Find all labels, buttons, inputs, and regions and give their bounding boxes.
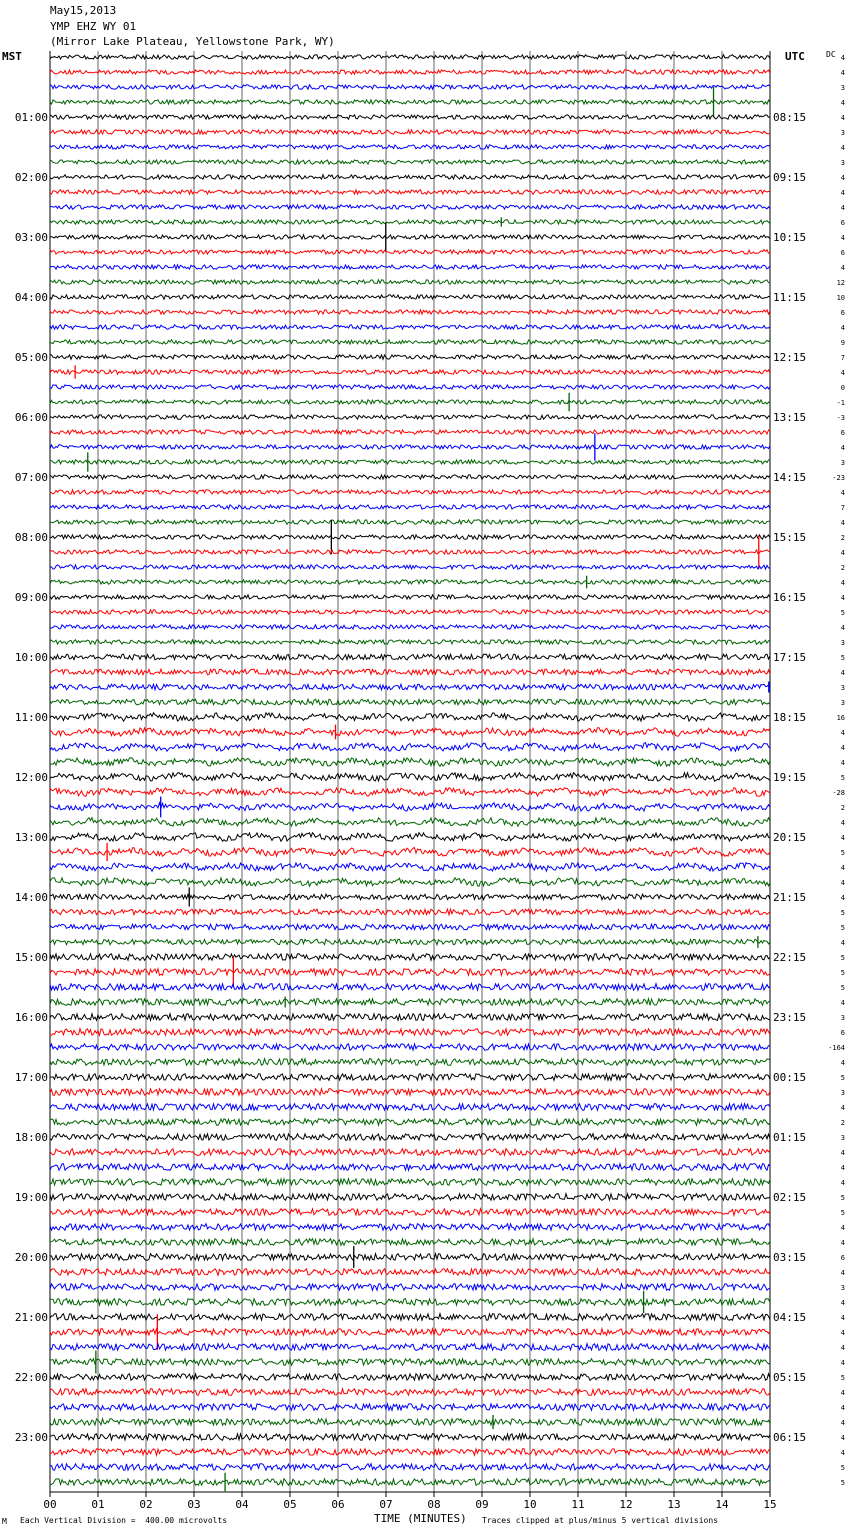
dc-offset-label: 4 <box>840 1104 845 1112</box>
seismic-trace <box>50 1164 770 1171</box>
seismic-trace <box>50 100 770 104</box>
seismic-trace <box>50 954 770 961</box>
dc-offset-label: 3 <box>840 684 845 692</box>
seismic-trace <box>50 1479 770 1486</box>
seismic-trace <box>50 924 770 930</box>
seismic-trace <box>50 833 770 842</box>
x-tick-label: 01 <box>91 1498 105 1511</box>
mst-hour-label: 16:00 <box>14 1011 48 1024</box>
dc-offset-label: 9 <box>840 339 845 347</box>
dc-offset-label: 5 <box>840 654 845 662</box>
dc-offset-label: 6 <box>840 249 845 257</box>
dc-offset-label: 4 <box>840 1404 845 1412</box>
utc-hour-label: 17:15 <box>773 651 807 664</box>
seismic-trace <box>50 1299 770 1306</box>
utc-hour-label: 16:15 <box>773 591 807 604</box>
dc-offset-label: 4 <box>840 669 845 677</box>
seismic-trace <box>50 803 770 811</box>
dc-offset-label: -164 <box>828 1044 845 1052</box>
seismic-trace <box>50 728 770 736</box>
header-station: YMP EHZ WY 01 <box>50 20 137 33</box>
x-tick-label: 14 <box>715 1498 729 1511</box>
seismic-trace <box>50 1284 770 1291</box>
seismic-trace <box>50 520 770 524</box>
seismic-trace <box>50 848 770 857</box>
seismic-trace <box>50 669 770 675</box>
seismic-trace <box>50 1239 770 1246</box>
seismic-trace <box>50 1104 770 1111</box>
mst-hour-label: 08:00 <box>14 531 48 544</box>
dc-offset-label: 4 <box>840 189 845 197</box>
x-axis-title: TIME (MINUTES) <box>374 1512 467 1525</box>
dc-offset-label: 2 <box>840 804 845 812</box>
x-tick-label: 13 <box>667 1498 681 1511</box>
seismic-trace <box>50 445 770 449</box>
seismic-trace <box>50 969 770 976</box>
seismic-trace <box>50 1029 770 1036</box>
dc-offset-label: 4 <box>840 1449 845 1457</box>
seismic-trace <box>50 818 770 827</box>
dc-offset-label: 6 <box>840 1029 845 1037</box>
dc-offset-label: 4 <box>840 519 845 527</box>
dc-offset-label: 4 <box>840 1149 845 1157</box>
dc-offset-label: 4 <box>840 729 845 737</box>
dc-offset-label: 4 <box>840 1164 845 1172</box>
dc-offset-label: 4 <box>840 579 845 587</box>
utc-hour-label: 01:15 <box>773 1131 807 1144</box>
x-tick-label: 02 <box>139 1498 153 1511</box>
dc-offset-label: 4 <box>840 444 845 452</box>
seismic-trace <box>50 909 770 915</box>
seismic-trace <box>50 205 770 209</box>
mst-hour-label: 12:00 <box>14 771 48 784</box>
dc-offset-label: 4 <box>840 1299 845 1307</box>
dc-offset-label: 4 <box>840 1239 845 1247</box>
mst-hour-label: 21:00 <box>14 1311 48 1324</box>
mst-hour-label: 05:00 <box>14 351 48 364</box>
seismic-trace <box>50 878 770 887</box>
seismic-trace <box>50 625 770 629</box>
dc-offset-label: 4 <box>840 489 845 497</box>
utc-hour-label: 02:15 <box>773 1191 807 1204</box>
dc-offset-label: 3 <box>840 1089 845 1097</box>
footer-left-mark: M <box>2 1517 7 1526</box>
seismic-trace <box>50 85 770 89</box>
utc-hour-label: 11:15 <box>773 291 807 304</box>
dc-offset-label: 4 <box>840 1344 845 1352</box>
dc-offset-label: 2 <box>840 564 845 572</box>
dc-offset-label: 4 <box>840 144 845 152</box>
seismic-trace <box>50 385 770 389</box>
seismic-trace <box>50 70 770 74</box>
mst-hour-label: 14:00 <box>14 891 48 904</box>
seismic-trace <box>50 1359 770 1366</box>
dc-offset-label: 6 <box>840 429 845 437</box>
seismic-trace <box>50 250 770 254</box>
seismic-trace <box>50 565 770 569</box>
dc-offset-label: 6 <box>840 219 845 227</box>
dc-offset-label: 4 <box>840 744 845 752</box>
x-tick-label: 04 <box>235 1498 249 1511</box>
dc-offset-label: 4 <box>840 114 845 122</box>
dc-offset-label: 5 <box>840 849 845 857</box>
seismic-trace <box>50 325 770 329</box>
header-date: May15,2013 <box>50 4 117 17</box>
dc-offset-label: 4 <box>840 174 845 182</box>
seismic-trace <box>50 894 770 900</box>
seismic-trace <box>50 580 770 584</box>
dc-offset-label: 4 <box>840 69 845 77</box>
x-tick-label: 05 <box>283 1498 297 1511</box>
dc-offset-label: 4 <box>840 54 845 62</box>
dc-offset-label: 4 <box>840 234 845 242</box>
clip-note: Traces clipped at plus/minus 5 vertical divisions <box>482 1516 719 1525</box>
dc-offset-label: 4 <box>840 624 845 632</box>
dc-offset-label: -1 <box>836 399 845 407</box>
seismic-trace <box>50 220 770 224</box>
dc-offset-label: 4 <box>840 1389 845 1397</box>
mst-hour-label: 03:00 <box>14 231 48 244</box>
mst-hour-label: 23:00 <box>14 1431 48 1444</box>
dc-offset-label: 3 <box>840 129 845 137</box>
utc-hour-label: 18:15 <box>773 711 807 724</box>
dc-offset-label: 5 <box>840 1464 845 1472</box>
dc-offset-label: 5 <box>840 1479 845 1487</box>
seismic-trace <box>50 699 770 705</box>
seismic-trace <box>50 1404 770 1411</box>
mst-hour-label: 17:00 <box>14 1071 48 1084</box>
dc-offset-label: 12 <box>836 279 845 287</box>
dc-offset-label: 4 <box>840 1059 845 1067</box>
mst-hour-label: 01:00 <box>14 111 48 124</box>
utc-hour-label: 23:15 <box>773 1011 807 1024</box>
seismic-trace <box>50 1224 770 1231</box>
seismic-trace <box>50 1089 770 1096</box>
mst-hour-label: 19:00 <box>14 1191 48 1204</box>
utc-hour-label: 00:15 <box>773 1071 807 1084</box>
dc-offset-label: 4 <box>840 1179 845 1187</box>
mst-hour-label: 09:00 <box>14 591 48 604</box>
seismic-trace <box>50 310 770 314</box>
mst-hour-label: 07:00 <box>14 471 48 484</box>
mst-axis-label: MST <box>2 50 22 63</box>
utc-hour-label: 04:15 <box>773 1311 807 1324</box>
mst-hour-label: 10:00 <box>14 651 48 664</box>
dc-offset-label: 5 <box>840 1194 845 1202</box>
dc-offset-label: 2 <box>840 1119 845 1127</box>
x-tick-label: 11 <box>571 1498 585 1511</box>
x-tick-label: 12 <box>619 1498 633 1511</box>
utc-hour-label: 09:15 <box>773 171 807 184</box>
x-tick-label: 10 <box>523 1498 537 1511</box>
mst-hour-label: 04:00 <box>14 291 48 304</box>
mst-hour-label: 06:00 <box>14 411 48 424</box>
dc-offset-label: 5 <box>840 1074 845 1082</box>
seismic-trace <box>50 1119 770 1126</box>
seismic-trace <box>50 1209 770 1216</box>
x-tick-label: 06 <box>331 1498 345 1511</box>
seismic-trace <box>50 355 770 359</box>
seismic-trace <box>50 55 770 59</box>
dc-offset-label: 4 <box>840 1269 845 1277</box>
dc-offset-label: 3 <box>840 1134 845 1142</box>
dc-offset-label: 0 <box>840 384 845 392</box>
dc-offset-label: 4 <box>840 204 845 212</box>
seismic-trace <box>50 340 770 344</box>
dc-offset-label: 3 <box>840 159 845 167</box>
dc-offset-label: 4 <box>840 1419 845 1427</box>
dc-offset-label: 5 <box>840 969 845 977</box>
seismic-trace <box>50 415 770 419</box>
dc-label: DC <box>826 50 836 59</box>
seismic-trace <box>50 190 770 194</box>
dc-offset-label: 4 <box>840 1329 845 1337</box>
seismic-trace <box>50 1179 770 1186</box>
seismic-trace <box>50 984 770 991</box>
seismic-trace <box>50 490 770 494</box>
seismic-trace <box>50 713 770 722</box>
mst-hour-label: 11:00 <box>14 711 48 724</box>
mst-hour-label: 22:00 <box>14 1371 48 1384</box>
seismic-trace <box>50 1434 770 1441</box>
seismic-trace <box>50 1449 770 1456</box>
scale-note: Each Vertical Division = 400.00 microvolts <box>20 1516 228 1525</box>
dc-offset-label: 4 <box>840 894 845 902</box>
utc-hour-label: 13:15 <box>773 411 807 424</box>
dc-offset-label: 4 <box>840 1434 845 1442</box>
seismic-trace <box>50 550 770 554</box>
dc-offset-label: 3 <box>840 84 845 92</box>
seismic-trace <box>50 1389 770 1396</box>
dc-offset-label: 4 <box>840 324 845 332</box>
dc-offset-label: 10 <box>836 294 845 302</box>
dc-offset-label: 16 <box>836 714 845 722</box>
seismic-trace <box>50 1374 770 1381</box>
dc-offset-label: 2 <box>840 534 845 542</box>
seismic-trace <box>50 535 770 539</box>
dc-offset-label: 6 <box>840 309 845 317</box>
seismic-trace <box>50 1464 770 1471</box>
dc-offset-label: -28 <box>832 789 845 797</box>
utc-hour-label: 14:15 <box>773 471 807 484</box>
x-tick-label: 07 <box>379 1498 393 1511</box>
seismic-trace <box>50 505 770 509</box>
seismic-trace <box>50 788 770 797</box>
dc-offset-label: 5 <box>840 1374 845 1382</box>
dc-offset-label: 5 <box>840 909 845 917</box>
utc-hour-label: 20:15 <box>773 831 807 844</box>
utc-hour-label: 19:15 <box>773 771 807 784</box>
utc-hour-label: 15:15 <box>773 531 807 544</box>
dc-offset-label: -23 <box>832 474 845 482</box>
dc-offset-label: 3 <box>840 699 845 707</box>
seismic-trace <box>50 475 770 479</box>
dc-offset-label: 7 <box>840 504 845 512</box>
seismic-trace <box>50 1074 770 1081</box>
utc-hour-label: 12:15 <box>773 351 807 364</box>
dc-offset-label: 4 <box>840 1314 845 1322</box>
seismic-trace <box>50 1419 770 1426</box>
dc-offset-label: 6 <box>840 1254 845 1262</box>
dc-offset-label: -3 <box>836 414 845 422</box>
dc-offset-label: 3 <box>840 459 845 467</box>
dc-offset-label: 4 <box>840 1359 845 1367</box>
seismic-trace <box>50 1269 770 1276</box>
dc-offset-label: 7 <box>840 354 845 362</box>
dc-offset-label: 5 <box>840 774 845 782</box>
x-tick-label: 00 <box>43 1498 57 1511</box>
dc-offset-label: 4 <box>840 879 845 887</box>
seismic-trace <box>50 743 770 752</box>
dc-offset-label: 4 <box>840 819 845 827</box>
seismic-trace <box>50 640 770 644</box>
utc-hour-label: 21:15 <box>773 891 807 904</box>
seismic-trace <box>50 610 770 614</box>
seismic-trace <box>50 370 770 374</box>
seismic-trace <box>50 773 770 782</box>
seismic-trace <box>50 295 770 299</box>
dc-offset-label: 3 <box>840 639 845 647</box>
x-tick-label: 08 <box>427 1498 441 1511</box>
seismic-trace <box>50 235 770 239</box>
dc-offset-label: 4 <box>840 594 845 602</box>
header-location: (Mirror Lake Plateau, Yellowstone Park, WY) <box>50 35 335 48</box>
dc-offset-label: 4 <box>840 759 845 767</box>
dc-offset-label: 5 <box>840 1209 845 1217</box>
seismic-trace <box>50 1254 770 1261</box>
seismic-trace <box>50 115 770 119</box>
seismic-trace <box>50 265 770 269</box>
mst-hour-label: 02:00 <box>14 171 48 184</box>
x-tick-label: 15 <box>763 1498 777 1511</box>
mst-hour-label: 15:00 <box>14 951 48 964</box>
dc-offset-label: 4 <box>840 864 845 872</box>
dc-offset-label: 4 <box>840 1224 845 1232</box>
x-tick-label: 09 <box>475 1498 489 1511</box>
mst-hour-label: 13:00 <box>14 831 48 844</box>
seismic-trace <box>50 160 770 164</box>
dc-offset-label: 5 <box>840 924 845 932</box>
dc-offset-label: 4 <box>840 99 845 107</box>
seismic-trace <box>50 595 770 599</box>
dc-offset-label: 4 <box>840 834 845 842</box>
x-tick-label: 03 <box>187 1498 201 1511</box>
dc-offset-label: 4 <box>840 999 845 1007</box>
seismic-trace <box>50 460 770 464</box>
dc-offset-label: 3 <box>840 1284 845 1292</box>
dc-offset-label: 5 <box>840 954 845 962</box>
seismic-trace <box>50 130 770 134</box>
seismic-trace <box>50 145 770 149</box>
utc-axis-label: UTC <box>785 50 805 63</box>
dc-offset-label: 5 <box>840 984 845 992</box>
utc-hour-label: 22:15 <box>773 951 807 964</box>
seismic-trace <box>50 939 770 945</box>
mst-hour-label: 18:00 <box>14 1131 48 1144</box>
seismic-trace <box>50 430 770 434</box>
seismic-trace <box>50 1014 770 1021</box>
utc-hour-label: 05:15 <box>773 1371 807 1384</box>
dc-offset-label: 4 <box>840 264 845 272</box>
seismic-trace <box>50 863 770 872</box>
utc-hour-label: 03:15 <box>773 1251 807 1264</box>
seismic-trace <box>50 1059 770 1066</box>
seismic-trace <box>50 999 770 1006</box>
utc-hour-label: 10:15 <box>773 231 807 244</box>
utc-hour-label: 08:15 <box>773 111 807 124</box>
dc-offset-label: 3 <box>840 1014 845 1022</box>
mst-hour-label: 20:00 <box>14 1251 48 1264</box>
seismic-trace <box>50 280 770 284</box>
seismic-trace <box>50 1194 770 1201</box>
seismic-trace <box>50 175 770 179</box>
seismic-trace <box>50 1149 770 1156</box>
seismic-trace <box>50 1044 770 1051</box>
seismic-trace <box>50 758 770 767</box>
dc-offset-label: 4 <box>840 549 845 557</box>
utc-hour-label: 06:15 <box>773 1431 807 1444</box>
seismic-trace <box>50 684 770 690</box>
seismic-trace <box>50 400 770 404</box>
dc-offset-label: 4 <box>840 939 845 947</box>
seismic-trace <box>50 1134 770 1141</box>
dc-offset-label: 4 <box>840 369 845 377</box>
dc-offset-label: 5 <box>840 609 845 617</box>
seismic-trace <box>50 654 770 660</box>
